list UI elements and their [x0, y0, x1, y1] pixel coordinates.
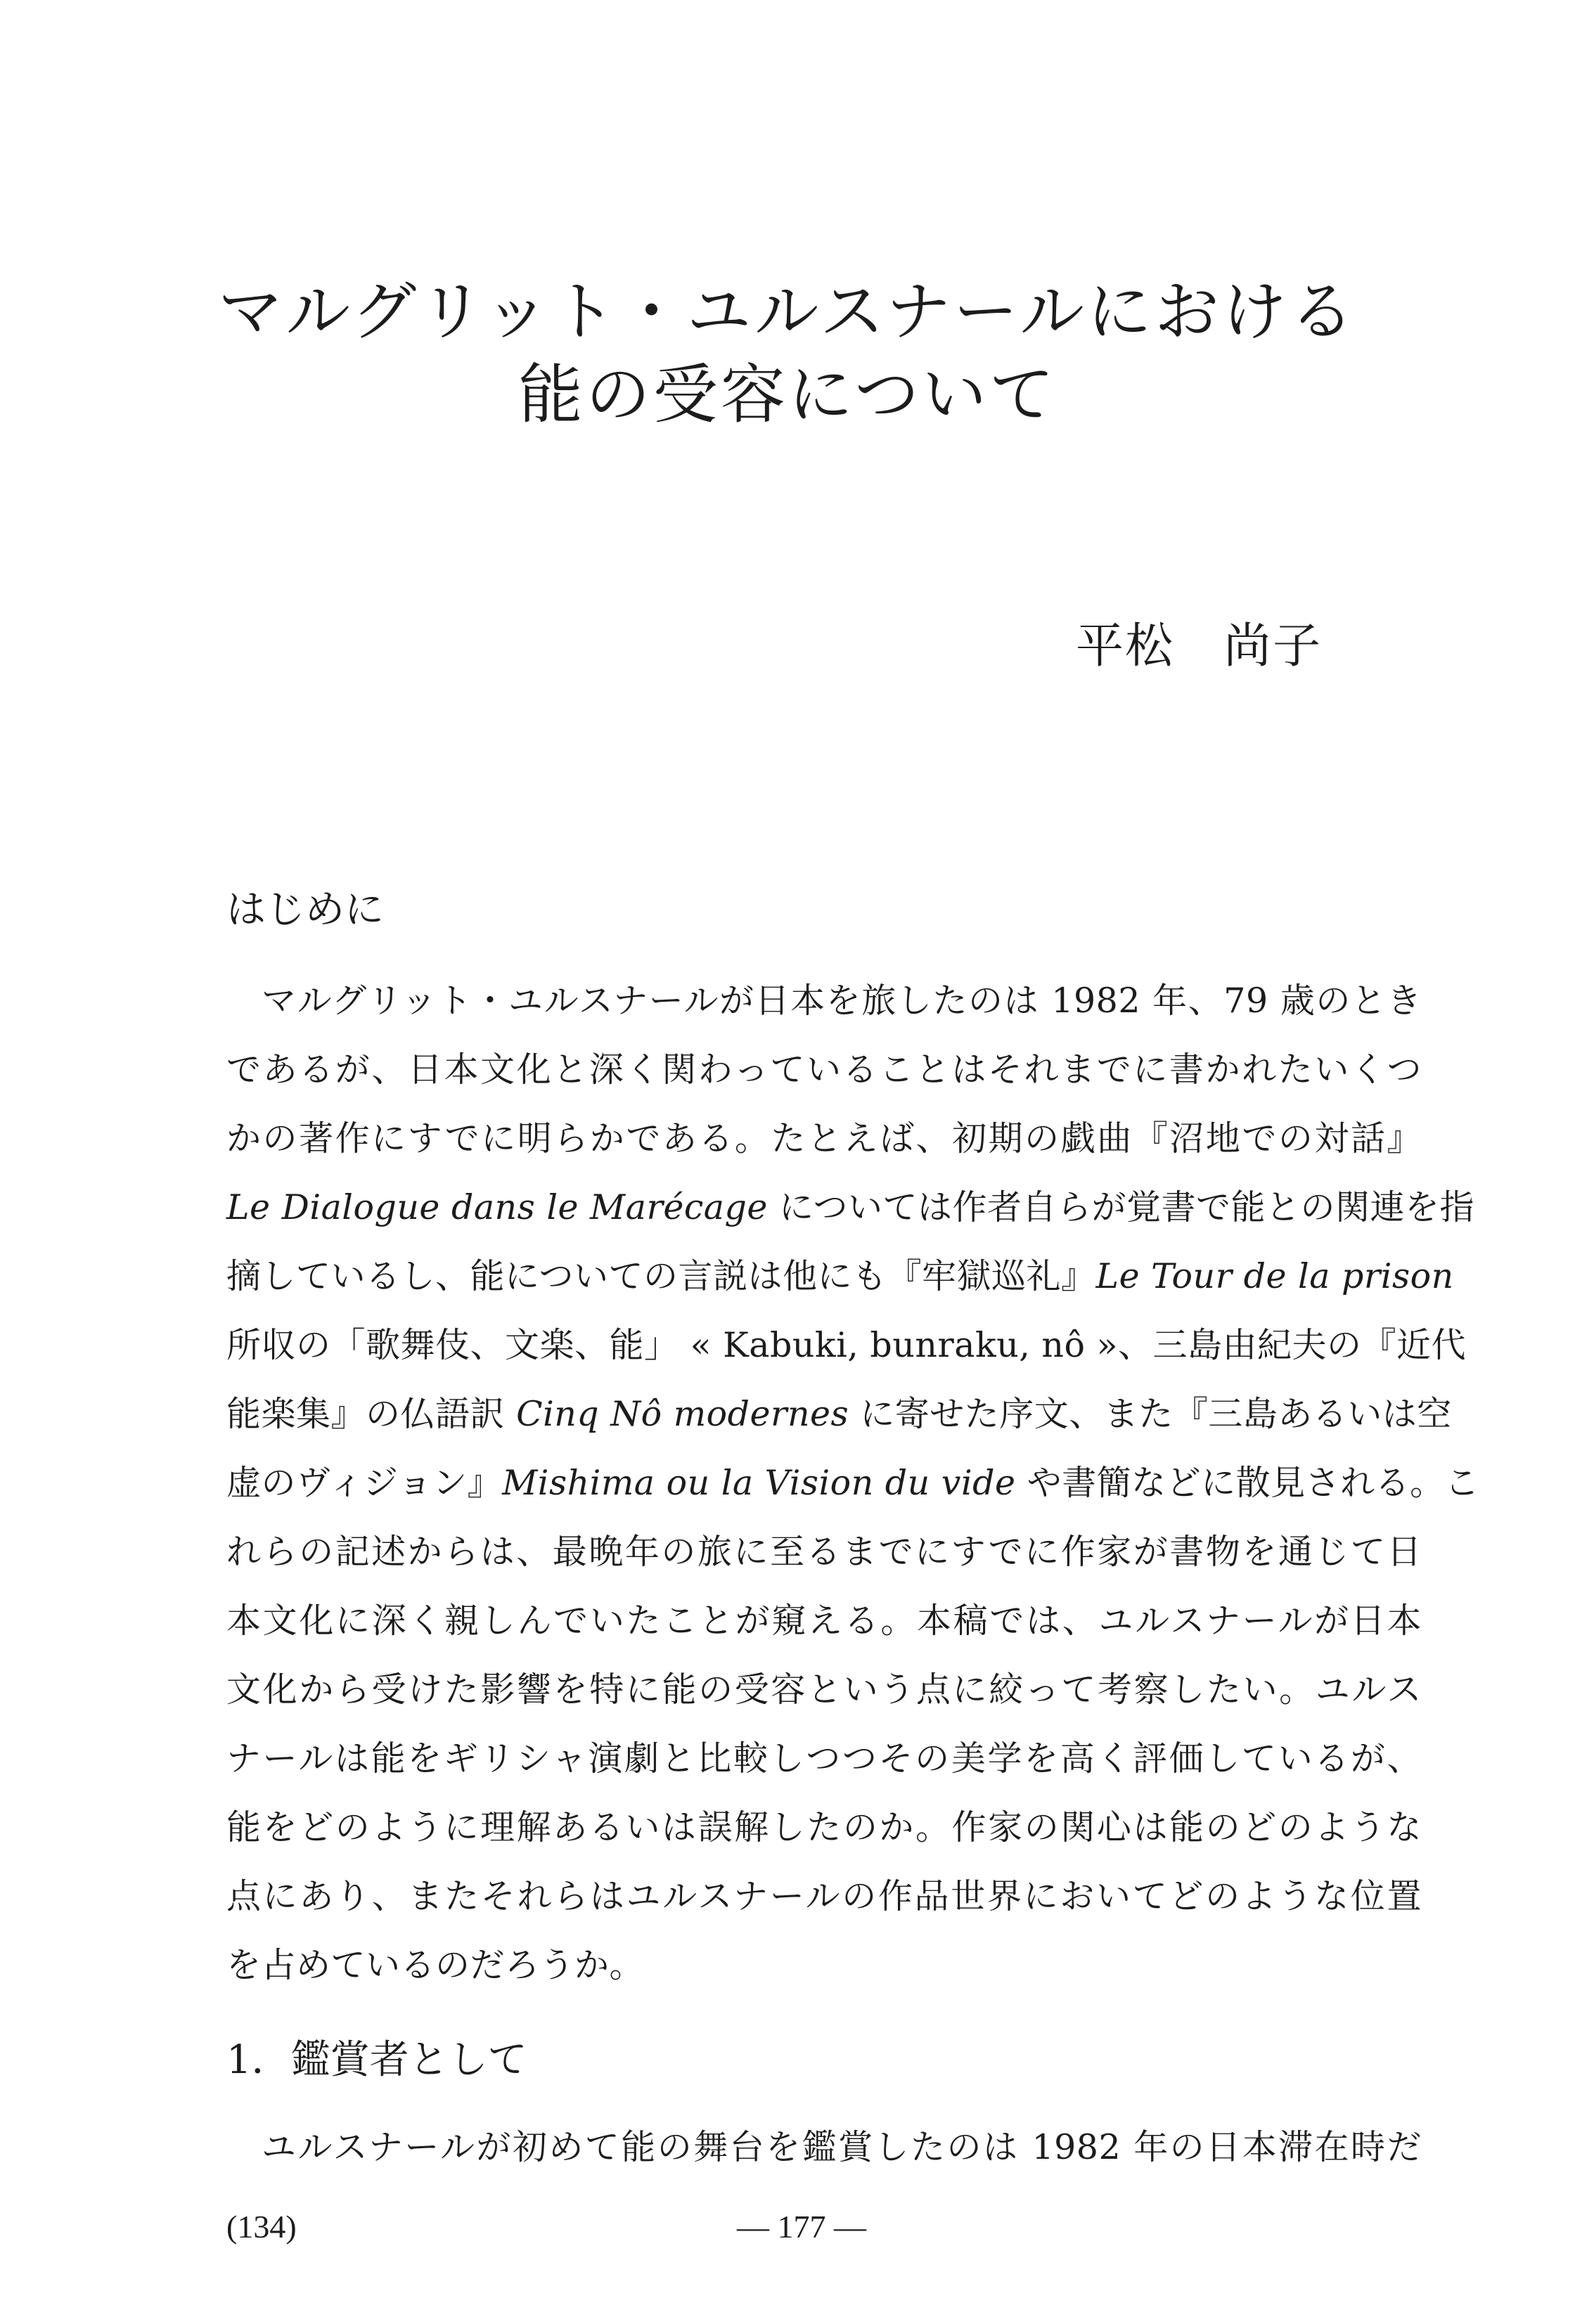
text-run: 虚のヴィジョン』	[226, 1463, 503, 1503]
text-run: を占めているのだろうか。	[226, 1945, 645, 1985]
text-line	[226, 1311, 1467, 1380]
text-line	[226, 1724, 1422, 1793]
text-run: れらの記述からは、最晩年の旅に至るまでにすでに作家が書物を通じて日	[226, 1532, 1422, 1572]
text-line	[226, 1518, 1422, 1587]
italic-title: Le Tour de la prison	[1095, 1256, 1454, 1296]
text-run: や書簡などに散見される。こ	[1015, 1463, 1480, 1503]
text-run: ナールは能をギリシャ演劇と比較しつつその美学を高く評価しているが、	[226, 1738, 1422, 1778]
text-line	[226, 1104, 1422, 1173]
author-name	[984, 619, 1322, 675]
text-run: 能をどのように理解あるいは誤解したのか。作家の関心は能のどのような	[226, 1807, 1422, 1847]
title-line-1: マルグリット・ユルスナールにおける	[217, 274, 1358, 349]
article-title	[141, 271, 1434, 437]
text-line	[226, 1449, 1480, 1518]
text-run: 摘しているし、能についての言説は他にも『牢獄巡礼』	[226, 1256, 1096, 1296]
text-run: 能楽集』の仏語訳	[226, 1394, 517, 1434]
text-line	[226, 967, 1422, 1035]
text-line	[226, 1655, 1422, 1724]
section-1-paragraph	[226, 2113, 1422, 2182]
text-run: マルグリット・ユルスナールが日本を旅したのは 1982 年、79 歳のとき	[262, 981, 1422, 1021]
original-page-number: (134)	[226, 2209, 297, 2245]
text-run: 所収の「歌舞伎、文楽、能」 « Kabuki, bunraku, nô »、三島由紀夫の『近代	[226, 1325, 1467, 1365]
text-run: 文化から受けた影響を特に能の受容という点に絞って考察したい。ユルス	[226, 1670, 1422, 1710]
text-line	[226, 1931, 1422, 2000]
text-run: 本文化に深く親しんでいたことが窺える。本稿では、ユルスナールが日本	[226, 1601, 1422, 1641]
text-line	[226, 1380, 1452, 1449]
text-run: に寄せた序文、また『三島あるいは空	[849, 1394, 1452, 1434]
italic-title: Cinq Nô modernes	[516, 1394, 849, 1434]
intro-paragraph	[226, 967, 1480, 2000]
text-run: ユルスナールが初めて能の舞台を鑑賞したのは 1982 年の日本滞在時だ	[262, 2127, 1422, 2167]
text-run: であるが、日本文化と深く関わっていることはそれまでに書かれたいくつ	[226, 1050, 1422, 1090]
title-line-2: 能の受容について	[518, 357, 1058, 432]
text-run: 点にあり、またそれらはユルスナールの作品世界においてどのような位置	[226, 1876, 1422, 1916]
text-line	[226, 1793, 1422, 1862]
text-line	[226, 1242, 1454, 1311]
text-run: かの著作にすでに明らかである。たとえば、初期の戯曲『沼地での対話』	[226, 1118, 1422, 1158]
text-line	[226, 1862, 1422, 1931]
text-line	[226, 1587, 1422, 1655]
page-number: — 177 —	[737, 2209, 866, 2245]
section-heading-1: 1．鑑賞者として	[226, 2037, 527, 2083]
author-family-name: 平松	[1075, 619, 1174, 674]
italic-title: Mishima ou la Vision du vide	[502, 1463, 1016, 1503]
section-heading-intro: はじめに	[226, 887, 384, 933]
text-run: については作者自らが覚書で能との関連を指	[778, 1187, 1474, 1227]
text-line	[226, 1173, 1474, 1242]
text-line	[226, 1035, 1422, 1104]
author-given-name: 尚子	[1223, 619, 1322, 674]
italic-title: Le Dialogue dans le Marécage	[226, 1187, 768, 1227]
text-line	[226, 2113, 1422, 2182]
